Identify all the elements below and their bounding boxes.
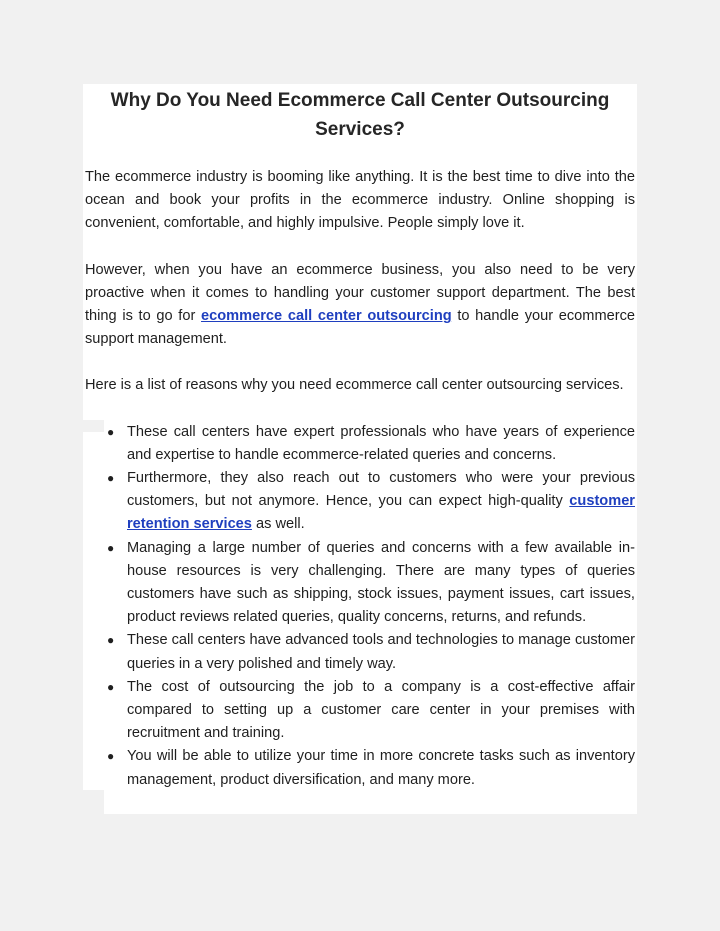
list-item-text-after: as well. (251, 516, 305, 533)
list-item-text-before: Furthermore, they also reach out to customers who were your previous customers, but not anymore. Hence, you can expect high-quality (127, 470, 635, 510)
bullet-icon: ● (107, 471, 115, 486)
support-paragraph-text-after: to handle your ecommerce support management. (85, 308, 635, 348)
bullet-icon: ● (107, 540, 115, 555)
list-item-text: Managing a large number of queries and concerns with a few available in-house resources is very challenging. There are many types of queries customers have such as shipping, stock issues, payment issues, cart issues, product reviews related queries, quality concerns, returns, and refunds. (127, 539, 635, 626)
list-item (85, 421, 635, 467)
bullet-icon: ● (107, 424, 115, 439)
intro-paragraph: The ecommerce industry is booming like anything. It is the best time to dive into the ocean and book your profits in the ecommerce industry. Online shopping is convenient, comfortable, and highly impulsive. People simply love it. (85, 169, 635, 232)
document-content (85, 86, 635, 792)
reasons-list (85, 421, 635, 792)
support-paragraph (85, 259, 635, 352)
bullet-icon: ● (107, 749, 115, 764)
list-item (85, 629, 635, 675)
list-item-text: These call centers have expert professionals who have years of experience and expertise to handle ecommerce-related queries and concerns. (127, 423, 635, 463)
list-item (85, 467, 635, 537)
list-item (85, 676, 635, 746)
list-item (85, 745, 635, 791)
page-gap-bottom (83, 790, 104, 814)
bullet-icon: ● (107, 679, 115, 694)
page-title: Why Do You Need Ecommerce Call Center Outsourcing Services? (110, 90, 610, 140)
support-paragraph-text-before: However, when you have an ecommerce business, you also need to be very proactive when it comes to handling your customer support department. The best thing is to go for (85, 261, 635, 325)
list-item-text: The cost of outsourcing the job to a company is a cost-effective affair compared to setting up a customer care center in your premises with recruitment and training. (127, 678, 635, 742)
customer-retention-services-link[interactable]: customer retention services (127, 493, 635, 533)
list-intro-paragraph: Here is a list of reasons why you need ecommerce call center outsourcing services. (85, 377, 624, 394)
list-item-text: These call centers have advanced tools and technologies to manage customer queries in a very polished and timely way. (127, 632, 635, 672)
list-item (85, 537, 635, 630)
list-item-text: You will be able to utilize your time in more concrete tasks such as inventory management, product diversification, and many more. (127, 748, 635, 788)
ecommerce-call-center-outsourcing-link[interactable]: ecommerce call center outsourcing (201, 308, 452, 325)
bullet-icon: ● (107, 633, 115, 648)
